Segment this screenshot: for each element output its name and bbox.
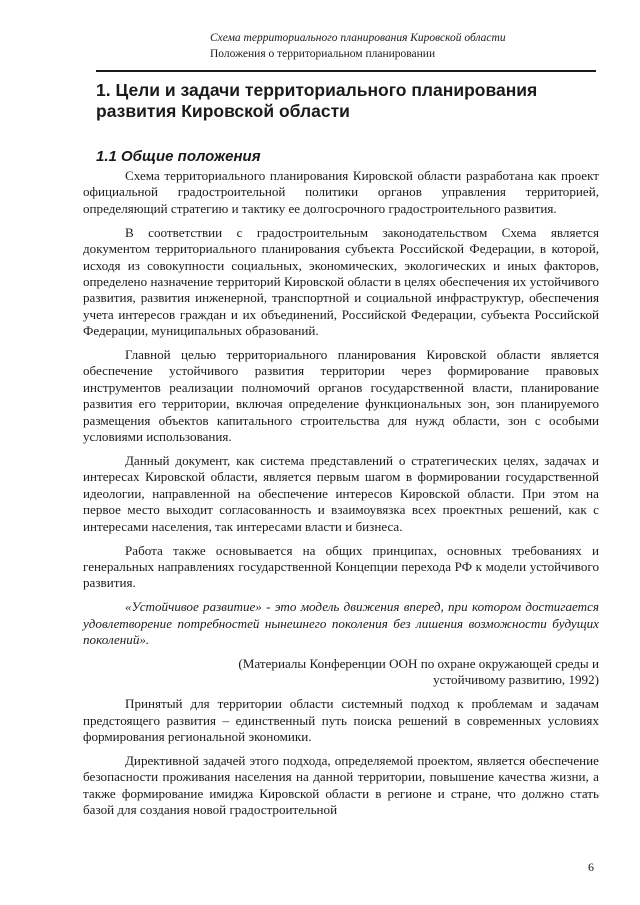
header-section-title: Положения о территориальном планировании — [210, 48, 436, 60]
paragraph: Главной целью территориального планирования Кировской области является обеспечение устойчивого развития территории через формирование правовых инструментов реализации полномочий органов государственной власти, планирование развития его территории, включая определение функциональных зон, зон планируемого размещения объектов капитального строительства для нужд области, зон с особыми условиями использования. — [83, 347, 599, 445]
paragraph: В соответствии с градостроительным законодательством Схема является документом территориального планирования субъекта Российской Федерации, в которой, исходя из совокупности социальных, экономических, экологических и иных факторов, определено назначение территорий Кировской области в целях обеспечения их устойчивого развития, развития инженерной, транспортной и социальной инфраструктур, обеспечения учета интересов граждан и их объединений, Российской Федерации, субъекта Российской Федерации, муниципальных образований. — [83, 224, 599, 339]
chapter-heading: 1. Цели и задачи территориального планирования развития Кировской области — [96, 80, 538, 121]
paragraph: Данный документ, как система представлений о стратегических целях, задачах и интересах Кировской области, является первым шагом в формировании государственной идеологии, направленной на обеспечение интересов Кировской области. При этом на первое место выходит согласованность и взаимоувязка всех проектных решений, как с интересами населения, так интересами власти и бизнеса. — [83, 453, 599, 534]
paragraph: Схема территориального планирования Кировской области разработана как проект официальной градостроительной политики органов управления территорией, определяющий стратегию и тактику ее долгосрочного градостроительного развития. — [83, 168, 599, 216]
paragraph: Принятый для территории области системный подход к проблемам и задачам предстоящего развития – единственный путь поиска решений в современных условиях формирования региональной экономики. — [83, 696, 599, 745]
running-header — [0, 30, 640, 62]
page-number: 6 — [588, 860, 594, 874]
quote: «Устойчивое развитие» - это модель движения вперед, при котором достигается удовлетворение потребностей нынешнего поколения без лишения возможности будущих поколений». — [83, 599, 599, 648]
paragraph: Работа также основывается на общих принципах, основных требованиях и генеральных направлениях государственной Концепции перехода РФ к модели устойчивого развития. — [83, 542, 599, 591]
paragraph: Директивной задачей этого подхода, определяемой проектом, является обеспечение безопасности проживания населения на данной территории, повышение качества жизни, а также формирование имиджа Кировской области в регионе и стране, что должно стать базой для создания новой градостроительной — [83, 753, 599, 818]
quote-source: (Материалы Конференции ООН по охране окружающей среды и устойчивому развитию, 1992) — [238, 655, 599, 688]
section-heading: 1.1 Общие положения — [96, 148, 261, 165]
body-text — [83, 168, 599, 826]
header-document-title: Схема территориального планирования Кировской области — [210, 32, 506, 44]
header-divider — [96, 70, 596, 72]
